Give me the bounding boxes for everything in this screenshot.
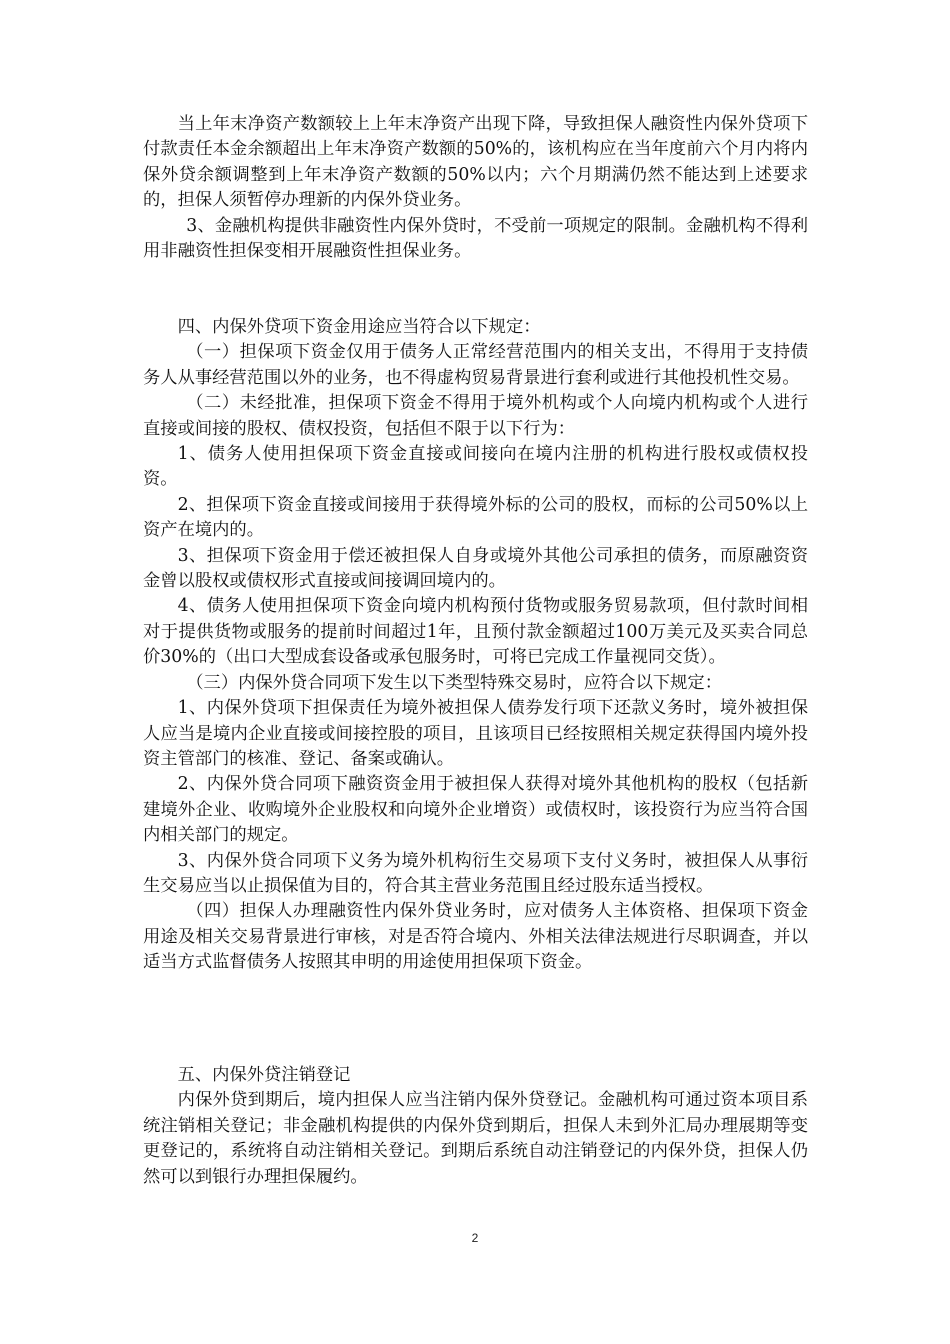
paragraph: （三）内保外贷合同项下发生以下类型特殊交易时，应符合以下规定： bbox=[186, 672, 722, 693]
paragraph: 3、担保项下资金用于偿还被担保人自身或境外其他公司承担的债务，而原融资资金曾以股权或债权形式直接或间接调回境内的。 bbox=[143, 545, 808, 592]
paragraph: （一）担保项下资金仅用于债务人正常经营范围内的相关支出，不得用于支持债务人从事经营范围以外的业务，也不得虚构贸易背景进行套利或进行其他投机性交易。 bbox=[143, 342, 808, 388]
page-number: 2 bbox=[471, 1231, 479, 1245]
paragraph: （二）未经批准，担保项下资金不得用于境外机构或个人向境内机构或个人进行直接或间接的股权、债权投资，包括但不限于以下行为： bbox=[143, 393, 808, 439]
paragraph: 内保外贷到期后，境内担保人应当注销内保外贷登记。金融机构可通过资本项目系统注销相关登记；非金融机构提供的内保外贷到期后，担保人未到外汇局办理展期等变更登记的，系统将自动注销相关登记。到期后系统自动注销登记的内保外贷，担保人仍然可以到银行办理担保履约。 bbox=[143, 1090, 808, 1187]
paragraph: 2、内保外贷合同项下融资资金用于被担保人获得对境外其他机构的股权（包括新建境外企业、收购境外企业股权和向境外企业增资）或债权时，该投资行为应当符合国内相关部门的规定。 bbox=[143, 774, 808, 846]
paragraph: 1、债务人使用担保项下资金直接或间接向在境内注册的机构进行股权或债权投资。 bbox=[143, 444, 808, 490]
paragraph: 3、内保外贷合同项下义务为境外机构衍生交易项下支付义务时，被担保人从事衍生交易应当以止损保值为目的，符合其主营业务范围且经过股东适当授权。 bbox=[143, 850, 808, 896]
text-block-2 bbox=[143, 315, 808, 976]
paragraph: 3、金融机构提供非融资性内保外贷时，不受前一项规定的限制。金融机构不得利用非融资性担保变相开展融资性担保业务。 bbox=[143, 215, 808, 262]
text-block-1 bbox=[143, 112, 808, 264]
section-heading: 四、内保外贷项下资金用途应当符合以下规定： bbox=[177, 317, 541, 337]
paragraph: 当上年末净资产数额较上上年末净资产出现下降，导致担保人融资性内保外贷项下付款责任本金余额超出上年末净资产数额的50%的，该机构应在当年度前六个月内将内保外贷余额调整到上年末净资产数额的50%以内；六个月期满仍然不能达到上述要求的，担保人须暂停办理新的内保外贷业务。 bbox=[143, 114, 808, 211]
paragraph: 1、内保外贷项下担保责任为境外被担保人债券发行项下还款义务时，境外被担保人应当是境内企业直接或间接控股的项目，且该项目已经按照相关规定获得国内境外投资主管部门的核准、登记、备案或确认。 bbox=[143, 698, 808, 769]
paragraph: （四）担保人办理融资性内保外贷业务时，应对债务人主体资格、担保项下资金用途及相关交易背景进行审核，对是否符合境内、外相关法律法规进行尽职调查，并以适当方式监督债务人按照其申明的用途使用担保项下资金。 bbox=[143, 901, 808, 973]
section-heading: 五、内保外贷注销登记 bbox=[177, 1065, 351, 1085]
text-block-3 bbox=[143, 1063, 808, 1190]
paragraph: 2、担保项下资金直接或间接用于获得境外标的公司的股权，而标的公司50%以上资产在境内的。 bbox=[143, 494, 808, 541]
paragraph: 4、债务人使用担保项下资金向境内机构预付货物或服务贸易款项，但付款时间相对于提供货物或服务的提前时间超过1年，且预付款金额超过100万美元及买卖合同总价30%的（出口大型成套设备或承包服务时，可将已完成工作量视同交货）。 bbox=[143, 596, 808, 668]
